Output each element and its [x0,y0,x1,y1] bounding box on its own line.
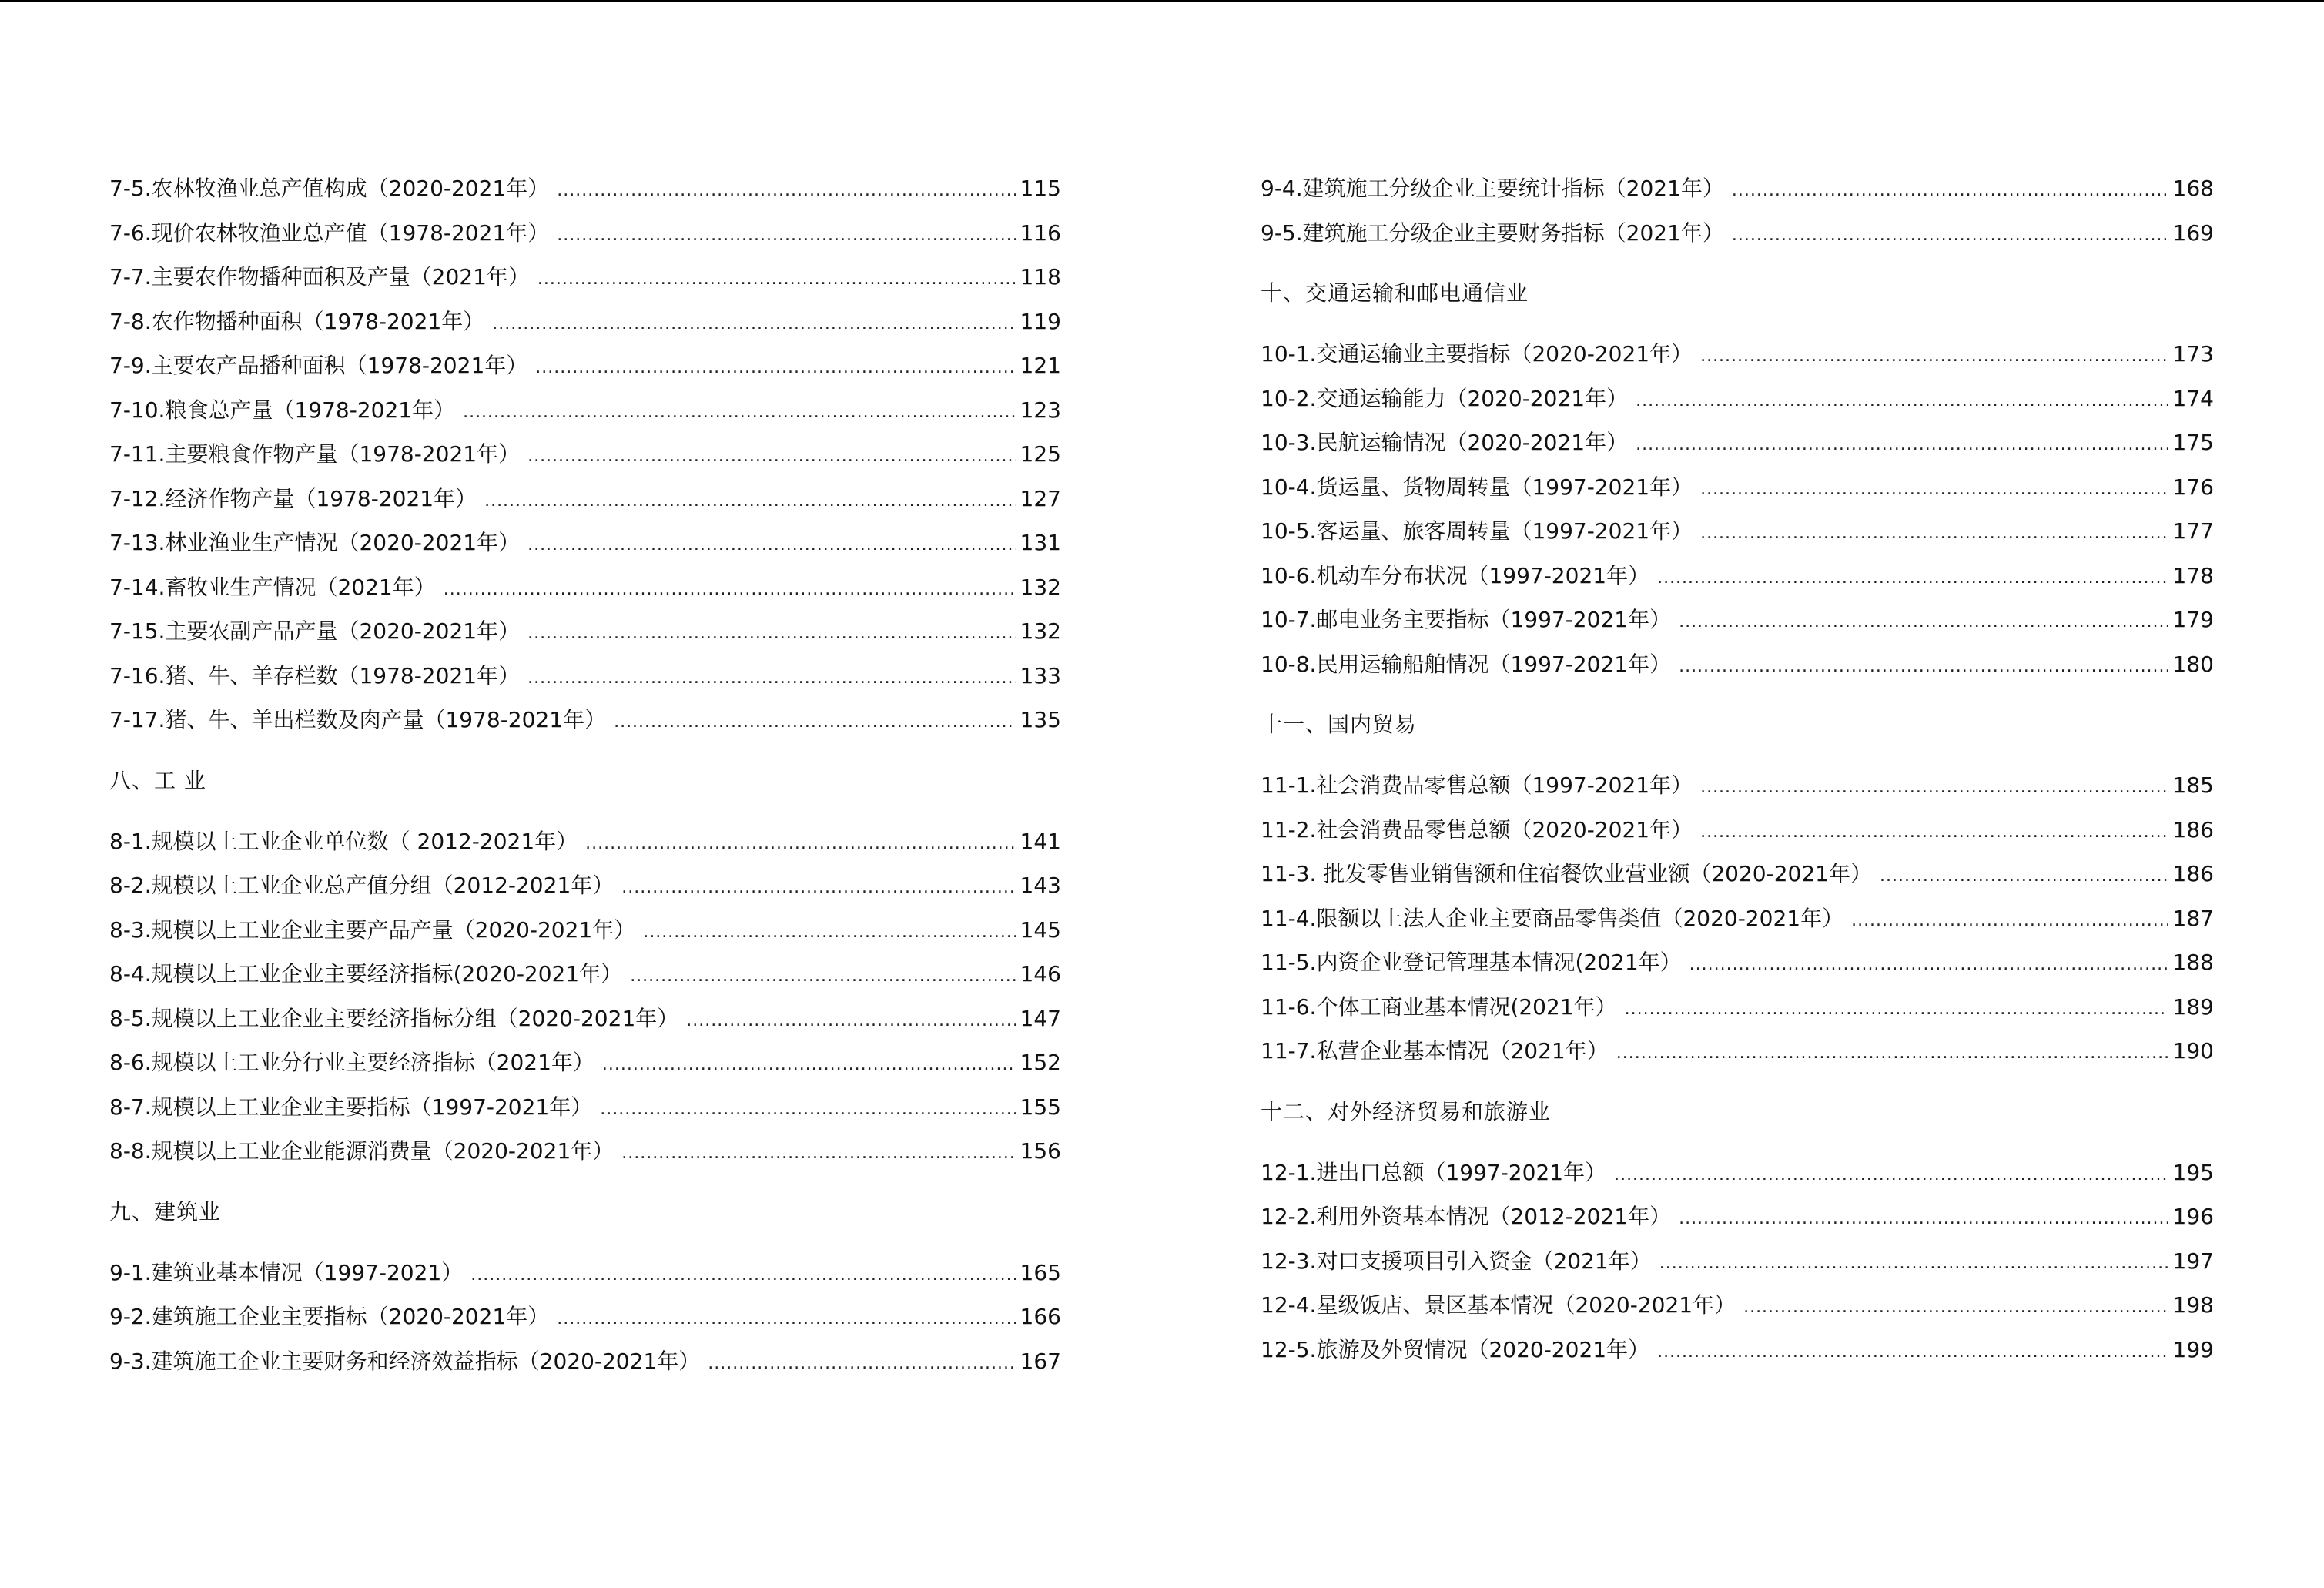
toc-entry[interactable] [109,1085,1061,1130]
section-heading: 十一、国内贸易 [1261,712,1418,737]
toc-entry-title: 7-6.现价农林牧渔业总产值（1978-2021年） [109,219,550,246]
toc-entry[interactable] [109,908,1061,953]
dot-leader [643,910,1015,955]
toc-entry-page-number: 178 [2172,562,2214,588]
toc-entry-title: 10-5.客运量、旅客周转量（1997-2021年） [1261,518,1693,544]
toc-entry-title: 7-9.主要农产品播种面积（1978-2021年） [109,353,528,378]
toc-entry-page-number: 186 [2172,816,2214,843]
toc-entry-title: 11-1.社会消费品零售总额（1997-2021年） [1261,772,1693,798]
dot-leader [1700,467,2168,512]
toc-entry-page-number: 115 [1020,176,1061,201]
toc-entry-page-number: 177 [2172,518,2214,544]
toc-entry-title: 7-14.畜牧业生产情况（2021年） [109,574,436,600]
toc-entry-title: 11-6.个体工商业基本情况(2021年） [1261,993,1617,1020]
toc-entry[interactable] [109,698,1061,742]
section-heading: 九、建筑业 [109,1198,222,1225]
toc-entry-page-number: 179 [2172,607,2214,632]
toc-entry-page-number: 195 [2172,1159,2214,1185]
toc-entry-page-number: 145 [1020,916,1061,943]
top-border-line [0,0,2324,2]
toc-entry-page-number: 186 [2172,861,2214,886]
toc-entry[interactable] [1261,211,2214,256]
toc-entry-page-number: 168 [2172,176,2214,201]
toc-entry-page-number: 127 [1020,485,1061,511]
dot-leader [1636,423,2168,467]
toc-entry[interactable] [109,863,1061,908]
toc-entry[interactable] [109,521,1061,565]
toc-entry[interactable] [1261,1328,2214,1372]
toc-entry[interactable] [1261,554,2214,598]
toc-left-column [109,166,1061,1383]
toc-entry-page-number: 123 [1020,397,1061,423]
toc-entry-title: 12-1.进出口总额（1997-2021年） [1261,1159,1607,1185]
dot-leader [1700,511,2168,556]
toc-entry[interactable] [1261,509,2214,554]
dot-leader [557,169,1015,213]
toc-entry-title: 10-3.民航运输情况（2020-2021年） [1261,430,1629,455]
toc-entry-title: 8-1.规模以上工业企业单位数（ 2012-2021年） [109,828,578,854]
toc-entry-page-number: 199 [2172,1336,2214,1362]
dot-leader [1657,1330,2168,1375]
dot-leader [557,1297,1015,1342]
dot-leader [444,568,1016,612]
toc-entry-title: 12-2.利用外资基本情况（2012-2021年） [1261,1204,1672,1229]
toc-entry[interactable] [1261,1194,2214,1239]
toc-entry-title: 9-5.建筑施工分级企业主要财务指标（2021年） [1261,219,1724,246]
toc-entry-title: 8-7.规模以上工业企业主要指标（1997-2021年） [109,1094,593,1120]
toc-entry-title: 9-2.建筑施工企业主要指标（2020-2021年） [109,1304,550,1329]
dot-leader [621,1131,1015,1176]
dot-leader [1659,1241,2168,1286]
toc-entry-title: 10-2.交通运输能力（2020-2021年） [1261,385,1629,411]
dot-leader [527,611,1015,656]
toc-entry-page-number: 167 [1020,1348,1061,1374]
dot-leader [527,434,1015,479]
dot-leader [484,479,1015,524]
toc-entry-page-number: 174 [2172,385,2214,411]
dot-leader [527,523,1015,568]
toc-entry-title: 7-12.经济作物产量（1978-2021年） [109,485,477,511]
dot-leader [557,213,1015,258]
dot-leader [708,1342,1015,1386]
dot-leader [535,346,1015,390]
toc-entry-title: 10-4.货运量、货物周转量（1997-2021年） [1261,474,1693,500]
toc-entry-page-number: 188 [2172,950,2214,975]
dot-leader [602,1043,1016,1087]
toc-entry[interactable] [1261,985,2214,1030]
toc-entry-title: 8-4.规模以上工业企业主要经济指标(2020-2021年） [109,961,623,987]
toc-entry[interactable] [109,211,1061,256]
dot-leader [686,999,1015,1044]
toc-entry-page-number: 152 [1020,1050,1061,1075]
toc-entry[interactable] [1261,763,2214,808]
toc-entry[interactable] [1261,420,2214,465]
toc-entry-page-number: 147 [1020,1005,1061,1031]
toc-entry[interactable] [109,166,1061,211]
toc-entry-title: 7-8.农作物播种面积（1978-2021年） [109,308,485,334]
dot-leader [1636,379,2168,424]
toc-entry[interactable] [1261,940,2214,985]
dot-leader [1689,943,2168,987]
toc-entry[interactable] [109,609,1061,654]
dot-leader [1851,899,2168,943]
toc-entry[interactable] [109,1339,1061,1384]
dot-leader [1614,1153,2168,1198]
toc-entry[interactable] [1261,598,2214,642]
toc-entry[interactable] [109,997,1061,1041]
toc-entry-page-number: 133 [1020,662,1061,688]
dot-leader [1743,1285,2168,1330]
toc-entry[interactable] [1261,1239,2214,1284]
toc-entry[interactable] [1261,642,2214,687]
toc-entry-title: 11-7.私营企业基本情况（2021年） [1261,1038,1609,1064]
toc-entry[interactable] [109,819,1061,864]
toc-entry[interactable] [1261,808,2214,853]
toc-entry-page-number: 185 [2172,772,2214,798]
toc-entry-page-number: 116 [1020,219,1061,246]
toc-entry-title: 11-4.限额以上法人企业主要商品零售类值（2020-2021年） [1261,905,1844,931]
toc-entry[interactable] [1261,377,2214,421]
toc-entry-title: 11-5.内资企业登记管理基本情况(2021年） [1261,950,1682,975]
dot-leader [537,257,1016,302]
dot-leader [1625,987,2168,1032]
toc-entry-page-number: 155 [1020,1094,1061,1120]
toc-right-column [1261,166,2214,1372]
toc-entry-title: 11-3. 批发零售业销售额和住宿餐饮业营业额（2020-2021年） [1261,861,1872,886]
toc-entry-page-number: 196 [2172,1204,2214,1229]
toc-entry[interactable] [109,300,1061,344]
toc-entry-title: 7-13.林业渔业生产情况（2020-2021年） [109,530,521,555]
toc-entry-title: 8-5.规模以上工业企业主要经济指标分组（2020-2021年） [109,1005,679,1031]
toc-entry-page-number: 118 [1020,264,1061,290]
toc-entry-page-number: 175 [2172,430,2214,455]
toc-entry-page-number: 165 [1020,1259,1061,1285]
toc-entry-title: 9-3.建筑施工企业主要财务和经济效益指标（2020-2021年） [109,1348,701,1374]
toc-entry-page-number: 180 [2172,651,2214,677]
dot-leader [1700,766,2168,810]
toc-entry-page-number: 121 [1020,353,1061,378]
dot-leader [1700,334,2168,379]
toc-entry-page-number: 197 [2172,1248,2214,1274]
toc-entry-title: 7-10.粮食总产量（1978-2021年） [109,397,456,423]
toc-entry-title: 11-2.社会消费品零售总额（2020-2021年） [1261,816,1693,843]
toc-entry-title: 12-3.对口支援项目引入资金（2021年） [1261,1248,1652,1274]
dot-leader [1679,1197,2168,1241]
toc-entry[interactable] [109,1251,1061,1295]
toc-entry-title: 8-3.规模以上工业企业主要产品产量（2020-2021年） [109,916,636,943]
toc-entry-page-number: 143 [1020,873,1061,898]
toc-entry-title: 12-4.星级饭店、景区基本情况（2020-2021年） [1261,1292,1736,1318]
toc-entry-title: 7-15.主要农副产品产量（2020-2021年） [109,618,521,644]
section-heading: 八、工 业 [109,767,206,793]
section-heading: 十二、对外经济贸易和旅游业 [1261,1098,1552,1124]
dot-leader [527,656,1015,701]
dot-leader [585,822,1015,866]
toc-entry-title: 10-8.民用运输船舶情况（1997-2021年） [1261,651,1672,677]
dot-leader [1732,213,2168,258]
toc-entry-page-number: 132 [1020,574,1061,600]
toc-entry-page-number: 141 [1020,828,1061,854]
toc-entry-title: 12-5.旅游及外贸情况（2020-2021年） [1261,1336,1650,1362]
toc-entry-title: 7-11.主要粮食作物产量（1978-2021年） [109,441,521,467]
toc-entry[interactable] [109,1040,1061,1085]
toc-entry-title: 7-5.农林牧渔业总产值构成（2020-2021年） [109,176,550,201]
toc-entry-page-number: 132 [1020,618,1061,644]
dot-leader [621,866,1015,910]
dot-leader [1700,810,2168,855]
dot-leader [492,302,1015,347]
toc-entry-title: 10-7.邮电业务主要指标（1997-2021年） [1261,607,1672,632]
toc-entry-title: 8-6.规模以上工业分行业主要经济指标（2021年） [109,1050,594,1075]
toc-entry[interactable] [109,343,1061,388]
dot-leader [1679,600,2168,645]
toc-entry[interactable] [109,654,1061,699]
dot-leader [630,954,1015,999]
dot-leader [1679,645,2168,689]
toc-entry[interactable] [109,565,1061,610]
toc-entry-page-number: 189 [2172,993,2214,1020]
toc-entry[interactable] [109,432,1061,477]
section-heading: 十、交通运输和邮电通信业 [1261,280,1529,306]
toc-entry-title: 8-2.规模以上工业企业总产值分组（2012-2021年） [109,873,614,898]
toc-entry-page-number: 169 [2172,219,2214,246]
toc-entry[interactable] [1261,852,2214,896]
toc-entry[interactable] [109,388,1061,433]
dot-leader [1616,1031,2168,1076]
toc-entry[interactable] [1261,896,2214,941]
toc-entry-page-number: 135 [1020,707,1061,732]
toc-entry-title: 7-7.主要农作物播种面积及产量（2021年） [109,264,530,290]
toc-entry[interactable] [1261,332,2214,377]
toc-entry-page-number: 176 [2172,474,2214,500]
dot-leader [614,700,1015,745]
toc-entry-title: 8-8.规模以上工业企业能源消费量（2020-2021年） [109,1138,614,1164]
toc-entry-page-number: 190 [2172,1038,2214,1064]
toc-entry[interactable] [1261,1029,2214,1074]
toc-entry[interactable] [109,1295,1061,1339]
toc-entry[interactable] [1261,1151,2214,1195]
toc-entry[interactable] [109,952,1061,997]
toc-entry-page-number: 119 [1020,308,1061,334]
toc-entry-title: 7-17.猪、牛、羊出栏数及肉产量（1978-2021年） [109,707,607,732]
toc-entry-page-number: 125 [1020,441,1061,467]
toc-entry-page-number: 198 [2172,1292,2214,1318]
dot-leader [463,390,1015,435]
toc-entry-page-number: 187 [2172,905,2214,931]
dot-leader [600,1087,1015,1132]
toc-entry[interactable] [109,255,1061,300]
toc-entry-page-number: 166 [1020,1304,1061,1329]
toc-entry[interactable] [109,477,1061,521]
dot-leader [470,1253,1015,1298]
toc-entry-title: 9-1.建筑业基本情况（1997-2021） [109,1259,464,1285]
toc-entry-page-number: 146 [1020,961,1061,987]
toc-entry-title: 10-6.机动车分布状况（1997-2021年） [1261,562,1650,588]
toc-entry-title: 7-16.猪、牛、羊存栏数（1978-2021年） [109,662,521,688]
toc-entry-page-number: 156 [1020,1138,1061,1164]
toc-entry-page-number: 131 [1020,530,1061,555]
toc-entry-page-number: 173 [2172,341,2214,367]
dot-leader [1732,169,2168,213]
toc-entry[interactable] [109,1129,1061,1174]
toc-entry[interactable] [1261,1283,2214,1328]
dot-leader [1880,854,2168,899]
toc-entry-title: 10-1.交通运输业主要指标（2020-2021年） [1261,341,1693,367]
toc-entry[interactable] [1261,166,2214,211]
toc-entry-title: 9-4.建筑施工分级企业主要统计指标（2021年） [1261,176,1724,201]
toc-entry[interactable] [1261,465,2214,510]
dot-leader [1657,556,2168,601]
